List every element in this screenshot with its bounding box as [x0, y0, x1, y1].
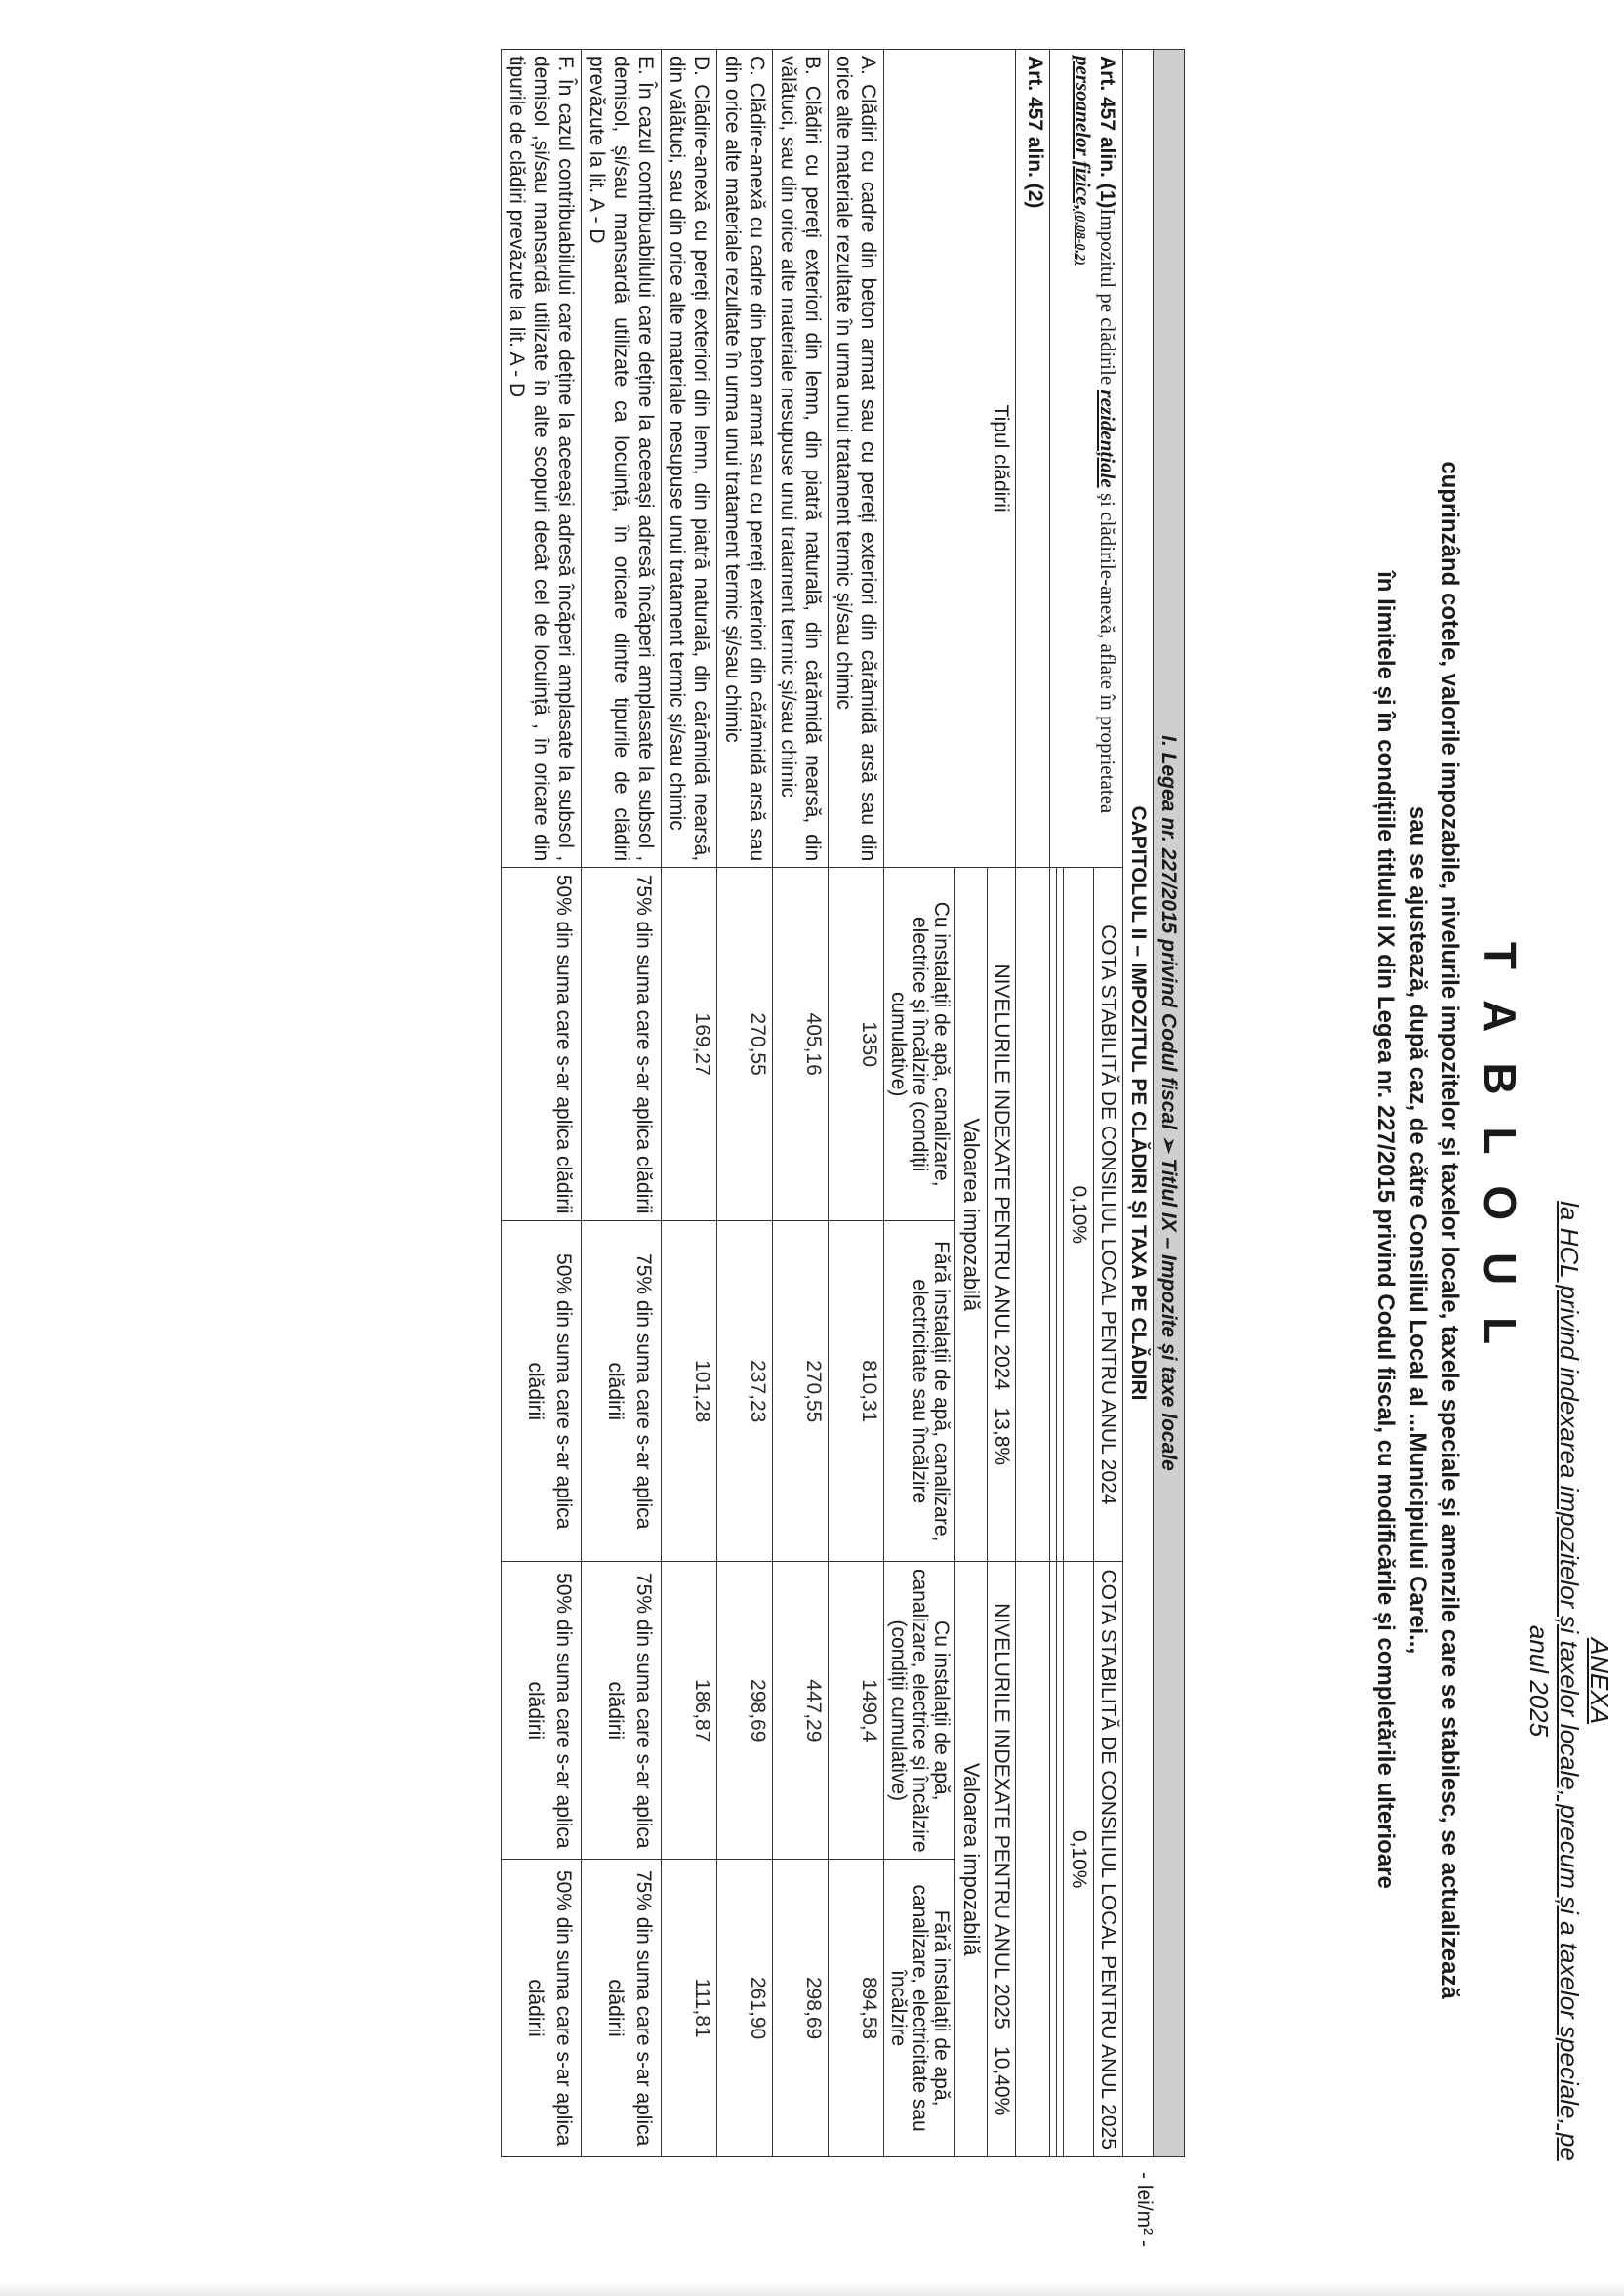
spacer-cell-4	[1050, 1562, 1057, 2157]
spacer-cell-3	[1050, 868, 1057, 1562]
tax-table	[501, 49, 1185, 2157]
intro-line-1: cuprinzând cotele, valorile impozabile, nivelurile impozitelor și taxelor locale, taxele speciale și amenzile care se stabilesc, se actualizează	[1437, 461, 1463, 1999]
spacer-cell-2	[1057, 1562, 1064, 2157]
article-2-row	[1016, 50, 1050, 2157]
col-2025-cu-header: Cu instalații de apă, canalizare, electrice și încălzire (condiții cumulative)	[884, 1562, 955, 1860]
row-f-2025-fara: 50% din suma care s-ar aplica clădirii	[502, 1860, 582, 2157]
article-1-text-a: Impozitul pe clădirile	[1096, 208, 1119, 390]
row-f-2024-fara: 50% din suma care s-ar aplica clădirii	[502, 1221, 582, 1562]
article-1-range: (0,08-0,2)	[1073, 210, 1087, 266]
cota-2024-header: COTA STABILITĂ DE CONSILIUL LOCAL PENTRU ANUL 2024	[1094, 868, 1123, 1562]
chapter-row	[1123, 50, 1154, 2157]
niveluri-2025-label: NIVELURILE INDEXATE PENTRU ANUL 2025	[991, 1603, 1013, 2030]
row-a-2025-cu: 1490,4	[829, 1562, 884, 1860]
row-c-2025-cu: 298,69	[717, 1562, 773, 1860]
niveluri-row	[988, 50, 1016, 2157]
niveluri-2024-rate: 13,8%	[991, 1407, 1013, 1466]
niveluri-2025-header	[988, 1562, 1016, 2157]
annex-label: ANEXA	[1585, 1637, 1614, 1725]
row-e-2024-cu: 75% din suma care s-ar aplica clădirii	[582, 868, 662, 1221]
spacer-cell-1	[1057, 868, 1064, 1562]
row-c-2025-fara: 261,90	[717, 1860, 773, 2157]
article-1-text-b: și clădirile-anexă, aflate în proprietatea	[1096, 487, 1119, 814]
row-d-2025-cu: 186,87	[662, 1562, 717, 1860]
row-d-2024-cu: 169,27	[662, 868, 717, 1221]
article-1-cell	[1050, 50, 1123, 868]
article-1-rezidentiale: rezidențiale	[1096, 390, 1119, 488]
row-c-2024-cu: 270,55	[717, 868, 773, 1221]
row-a-2025-fara: 894,58	[829, 1860, 884, 2157]
row-d-2024-fara: 101,28	[662, 1221, 717, 1562]
row-b-2025-cu: 447,29	[773, 1562, 829, 1860]
niveluri-2024-label: NIVELURILE INDEXATE PENTRU ANUL 2024	[991, 964, 1013, 1390]
cota-2025-value: 0,10%	[1064, 1562, 1094, 2157]
row-b-description: B. Clădiri cu pereți exteriori din lemn, din piatră naturală, din cărămidă nearsă, din vălătuci, sau din orice alte materiale nesupuse unui tratament termic și/sau chimic	[773, 50, 829, 868]
row-d-2025-fara: 111,81	[662, 1860, 717, 2157]
tip-cladiri-header: Tipul clădirii	[884, 50, 1016, 868]
intro-text	[1369, 332, 1466, 2128]
row-f-2024-cu: 50% din suma care s-ar aplica clădirii	[502, 868, 582, 1221]
table-row-e	[582, 50, 662, 2157]
row-f-description: F. În cazul contribuabilului care deține la aceeași adresă încăperi amplasate la subsol , demisol ,și/sau mansardă utilizate în alte scopuri decât cel de locuință , în oricare din tipurile de clădiri prevăzute la lit. A - D	[502, 50, 582, 868]
table-row-f	[502, 50, 582, 2157]
row-e-2024-fara: 75% din suma care s-ar aplica clădirii	[582, 1221, 662, 1562]
table-row-c	[717, 50, 773, 2157]
valoarea-2024-header: Valoarea impozabilă	[955, 868, 988, 1562]
niveluri-2025-rate: 10,40%	[991, 2046, 1013, 2116]
intro-line-3: în limitele și în condițiile titlului IX din Legea nr. 227/2015 privind Codul fiscal, cu modificările și completările ulterioare	[1372, 571, 1399, 1889]
row-e-2025-cu: 75% din suma care s-ar aplica clădirii	[582, 1562, 662, 1860]
document-title: T A B L O U L	[1475, 941, 1525, 1355]
table-row-a	[829, 50, 884, 2157]
col-2024-cu-header: Cu instalații de apă, canalizare, electrice și încălzire (condiții cumulative)	[884, 868, 955, 1221]
row-e-description: E. În cazul contribuabilului care deține la aceeași adresă încăperi amplasate la subsol , demisol, și/sau mansardă utilizate ca locuință, în oricare dintre tipurile de clădiri prevăzute la lit. A - D	[582, 50, 662, 868]
row-b-2025-fara: 298,69	[773, 1860, 829, 2157]
col-2025-fara-header: Fără instalații de apă, canalizare, electricitate sau încălzire	[884, 1860, 955, 2157]
annex-line-2: anul 2025	[1524, 1624, 1554, 1738]
row-a-2024-fara: 810,31	[829, 1221, 884, 1562]
table-row-d	[662, 50, 717, 2157]
scan-edge	[0, 2282, 1624, 2296]
article-2-blank-2	[1016, 1562, 1050, 2157]
article-2-ref: Art. 457 alin. (2)	[1016, 50, 1050, 868]
unit-label: - lei/m² -	[1133, 2172, 1156, 2247]
annex-line-1: la HCL privind indexarea impozitelor și taxelor locale, precum și a taxelor speciale, pe	[1555, 1201, 1584, 2161]
valoarea-2025-header: Valoarea impozabilă	[955, 1562, 988, 2157]
col-2024-fara-header: Fără instalații de apă, canalizare, electricitate sau încălzire	[884, 1221, 955, 1562]
row-b-2024-fara: 270,55	[773, 1221, 829, 1562]
row-c-description: C. Clădire-anexă cu cadre din beton armat sau cu pereți exteriori din cărămidă arsă sau din orice alte materiale rezultate în urma unui tratament termic și/sau chimic	[717, 50, 773, 868]
cota-2024-value: 0,10%	[1064, 868, 1094, 1562]
article-2-blank-1	[1016, 868, 1050, 1562]
row-d-description: D. Clădire-anexă cu pereți exteriori din lemn, din piatră naturală, din cărămidă nearsă, din vălătuci, sau din orice alte materiale nesupuse unui tratament termic și/sau chimic	[662, 50, 717, 868]
row-a-2024-cu: 1350	[829, 868, 884, 1221]
article-1-persoane: persoanelor fizice,	[1072, 56, 1095, 211]
row-a-description: A. Clădiri cu cadre din beton armat sau cu pereți exteriori din cărămidă arsă sau din orice alte materiale rezultate în urma unui tratament termic și/sau chimic	[829, 50, 884, 868]
cota-2025-header: COTA STABILITĂ DE CONSILIUL LOCAL PENTRU ANUL 2025	[1094, 1562, 1123, 2157]
table-row-b	[773, 50, 829, 2157]
chapter-title: CAPITOLUL II – IMPOZITUL PE CLĂDIRI ȘI TAXA PE CLĂDIRI	[1123, 50, 1154, 2157]
row-b-2024-cu: 405,16	[773, 868, 829, 1221]
row-e-2025-fara: 75% din suma care s-ar aplica clădirii	[582, 1860, 662, 2157]
banner-row	[1154, 50, 1185, 2157]
annex-header	[1523, 1144, 1614, 2218]
article-1-row	[1094, 50, 1123, 2157]
article-1-ref: Art. 457 alin. (1)	[1096, 56, 1118, 209]
row-f-2025-cu: 50% din suma care s-ar aplica clădirii	[502, 1562, 582, 1860]
niveluri-2024-header	[988, 868, 1016, 1562]
law-banner: I. Legea nr. 227/2015 privind Codul fiscal ➢ Titlul IX – Impozite și taxe locale	[1154, 50, 1185, 2157]
row-c-2024-fara: 237,23	[717, 1221, 773, 1562]
intro-line-2: sau se ajustează, după caz, de către Consiliul Local al ...Municipiului Carei..,	[1404, 805, 1431, 1655]
